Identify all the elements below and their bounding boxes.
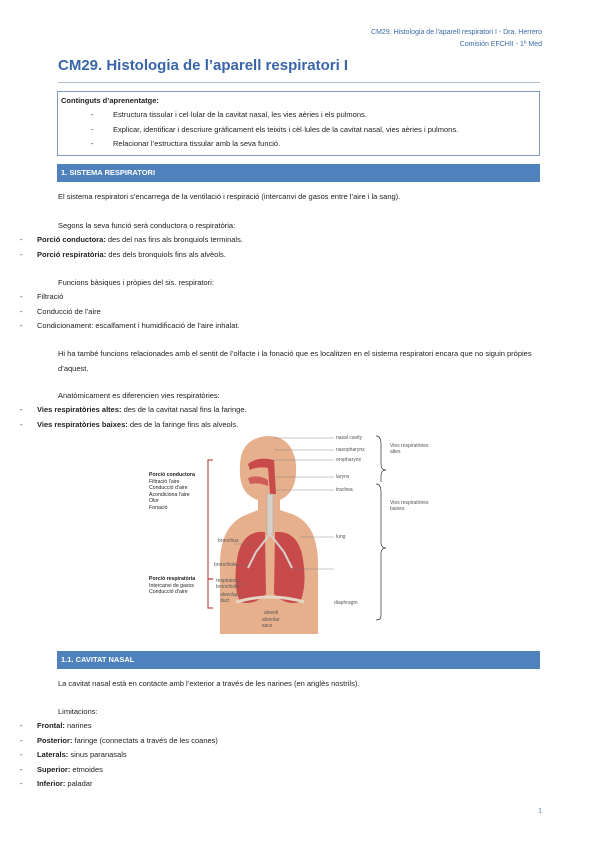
- label-alveolar-duct: alveolar duct: [220, 592, 238, 605]
- label-respiratory-bronchiole: respiratory bronchiole: [216, 578, 240, 591]
- function-item: - Porció conductora: des del nas fins als bronquiols terminals.: [0, 233, 243, 248]
- label-nasopharynx: nasopharynx: [336, 447, 365, 453]
- related-functions-paragraph: Hi ha també funcions relacionades amb el sentit de l’olfacte i la fonació que es localitzen en el sistema respiratori encara que no siguin pròpies d’aquest.: [58, 349, 532, 373]
- basic-function-item: - Filtració: [0, 290, 240, 305]
- anatomy-list: [0, 403, 247, 432]
- conductora-line: Acondiciona l’aire: [149, 491, 190, 498]
- anatomy-item: - Vies respiratòries altes: des de la cavitat nasal fins la faringe.: [0, 403, 247, 418]
- lower-airways-label: Vies respiratòries baixes: [390, 500, 429, 513]
- objectives-heading: Continguts d’aprenentatge:: [61, 96, 159, 105]
- page-title: CM29. Histologia de l’aparell respiratori I: [58, 57, 349, 74]
- respiratoria-title: Porció respiratòria: [149, 576, 196, 582]
- label-diaphragm: diaphragm: [334, 600, 358, 606]
- trachea-shape: [267, 494, 273, 534]
- anatomy-item: - Vies respiratòries baixes: des de la faringe fins als alveols.: [0, 418, 247, 433]
- lower-airways-brace: [376, 484, 386, 620]
- basic-function-item: - Condicionament: escalfament i humidificació de l’aire inhalat.: [0, 319, 240, 334]
- conductora-line: Conducció d’aire: [149, 485, 188, 492]
- basic-functions-list: [0, 290, 240, 334]
- basic-functions-intro: Funcions bàsiques i pròpies del sis. respiratori:: [58, 278, 214, 287]
- objective-item: - Relacionar l’estructura tissular amb la seva funció.: [58, 137, 458, 152]
- limits-intro: Limitacions:: [58, 707, 98, 716]
- label-alveolar-sacs: alveolar sacs: [262, 617, 280, 630]
- conductora-title: Porció conductora: [149, 472, 195, 478]
- respiratory-system-figure: [140, 434, 400, 634]
- label-alveoli: alveoli: [264, 610, 279, 616]
- running-header: [371, 27, 542, 50]
- label-lung: lung: [336, 534, 346, 540]
- page-number: 1: [538, 808, 542, 815]
- upper-airways-brace: [376, 436, 386, 482]
- limits-list: [0, 719, 218, 792]
- respiratory-system-illustration: [140, 434, 400, 634]
- label-bronchiole: bronchiole: [214, 562, 238, 568]
- conductora-line: Olor: [149, 498, 159, 505]
- conductora-line: Filtració l’aire: [149, 478, 180, 485]
- function-intro: Segons la seva funció serà conductora o respiratòria:: [58, 221, 236, 230]
- section-heading-sistema-respiratori: 1. SISTEMA RESPIRATORI: [57, 164, 540, 182]
- limit-item: - Laterals: sinus paranasals: [0, 748, 218, 763]
- function-item: - Porció respiratòria: des dels bronquiols fins als alvèols.: [0, 248, 243, 263]
- limit-item: - Frontal: narines: [0, 719, 218, 734]
- respiratoria-line: Intercanvi de gasos: [149, 582, 194, 589]
- function-list: [0, 233, 243, 262]
- respiratoria-legend: [149, 576, 195, 596]
- label-nasal-cavity: nasal cavity: [336, 435, 363, 441]
- objectives-list: [58, 108, 458, 152]
- objective-item: - Estructura tissular i cel·lular de la cavitat nasal, les vies aèries i els pulmons.: [58, 108, 458, 123]
- conductora-bracket: [208, 460, 213, 579]
- label-larynx: larynx: [336, 474, 350, 480]
- label-oropharynx: oropharynx: [336, 457, 362, 463]
- section11-intro: La cavitat nasal està en contacte amb l’exterior a través de les narines (en anglès nostrils).: [58, 679, 360, 688]
- conductora-line: Fonació: [149, 504, 168, 511]
- running-header-line-2: Comisión EFCHII - 1º Med: [459, 40, 542, 48]
- upper-airways-label: Vies respiratòries altes: [390, 443, 429, 456]
- limit-item: - Inferior: paladar: [0, 777, 218, 792]
- conductora-legend: [149, 472, 195, 512]
- label-bronchus: bronchus: [218, 538, 239, 544]
- title-divider: [58, 82, 540, 83]
- running-header-line-1: CM29. Histologia de l'aparell respiratori I - Dra. Herrero: [371, 29, 542, 36]
- section1-intro: El sistema respiratori s’encarrega de la ventilació i respiració (intercanvi de gasos entre l’aire i la sang).: [58, 192, 401, 201]
- section-heading-cavitat-nasal: 1.1. CAVITAT NASAL: [57, 651, 540, 669]
- objective-item: - Explicar, identificar i descriure gràficament els teixits i cèl·lules de la cavitat nasal, vies aèries i pulmons.: [58, 123, 458, 138]
- limit-item: - Posterior: faringe (connectats a través de les coanes): [0, 734, 218, 749]
- anatomy-intro: Anatòmicament es diferencien vies respiratòries:: [58, 391, 220, 400]
- respiratoria-line: Conducció d’aire: [149, 589, 188, 596]
- respiratoria-bracket: [208, 579, 213, 608]
- objectives-box: [57, 91, 540, 156]
- limit-item: - Superior: etmoides: [0, 763, 218, 778]
- basic-function-item: - Conducció de l’aire: [0, 305, 240, 320]
- label-trachea: trachea: [336, 487, 353, 493]
